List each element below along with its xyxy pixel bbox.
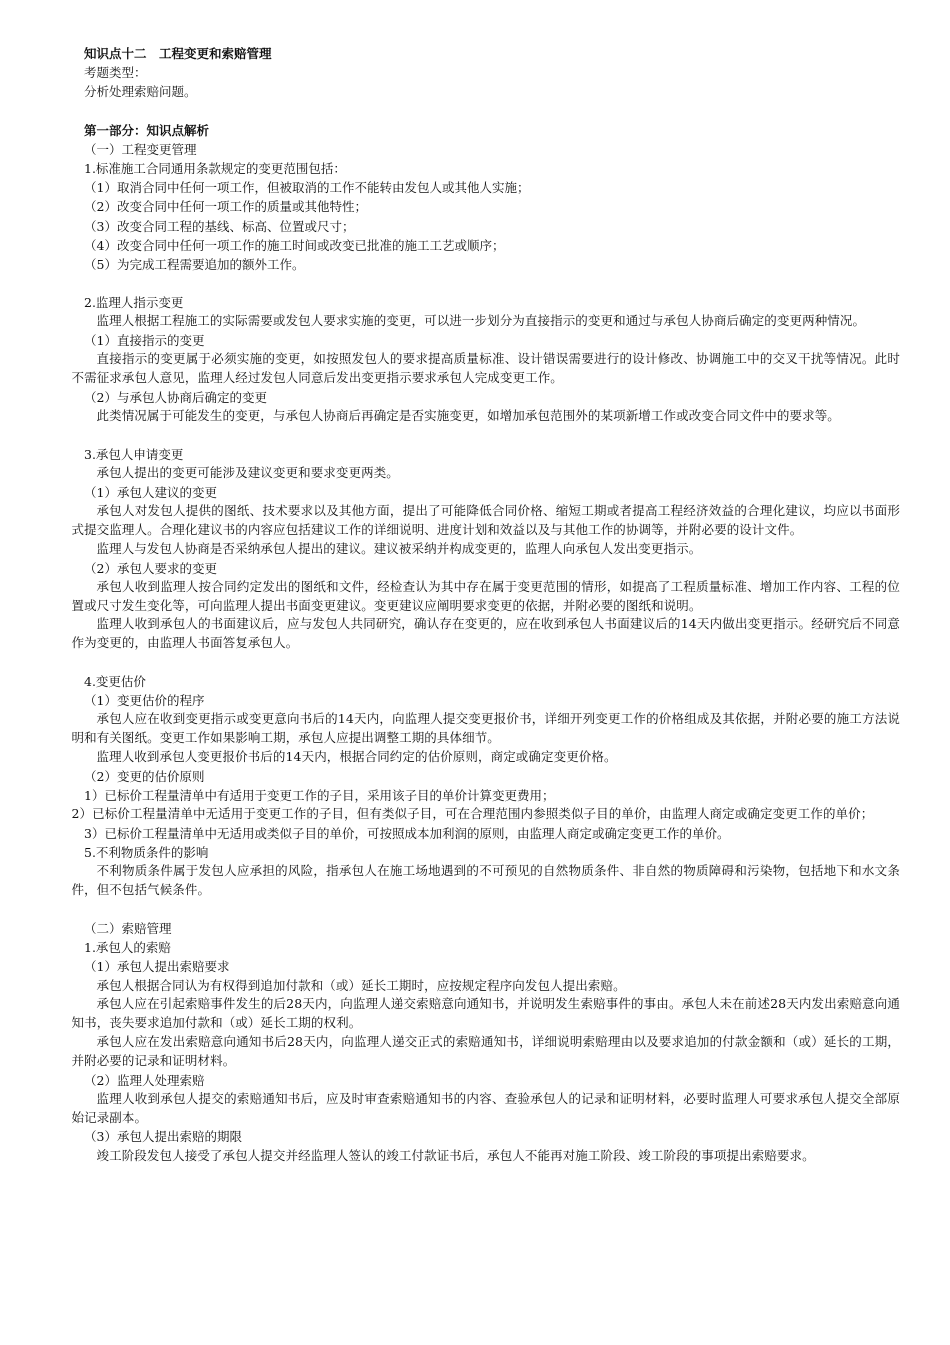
sub-heading: （1）变更估价的程序	[84, 693, 205, 709]
sub-heading: （2）承包人要求的变更	[84, 560, 217, 576]
paragraph: 直接指示的变更属于必须实施的变更，如按照发包人的要求提高质量标准、设计错误需要进行的设计修改、协调施工中的交叉干扰等情况。此时不需征求承包人意见，监理人经过发包人同意后发出变更指示要求承包人完成变更工作。	[71, 351, 900, 386]
list-item: （1）取消合同中任何一项工作，但被取消的工作不能转由发包人或其他人实施；	[84, 180, 530, 196]
sub-heading: （1）承包人提出索赔要求	[84, 959, 230, 975]
paragraph: 监理人收到承包人变更报价书后的14天内，根据合同约定的估价原则，商定或确定变更价格。	[96, 749, 617, 765]
document-body	[71, 44, 900, 1165]
subsection-title: 2.监理人指示变更	[84, 295, 184, 311]
paragraph: 承包人应在收到变更指示或变更意向书后的14天内，向监理人提交变更报价书，详细开列变更工作的价格组成及其依据，并附必要的施工方法说明和有关图纸。变更工作如果影响工期，承包人应提出调整工期的具体细节。	[71, 711, 900, 746]
subsection-title: 1.标准施工合同通用条款规定的变更范围包括：	[84, 161, 346, 177]
list-item: （2）改变合同中任何一项工作的质量或其他特性；	[84, 199, 367, 215]
spacer	[84, 900, 900, 919]
list-item: （5）为完成工程需要追加的额外工作。	[84, 257, 305, 273]
subsection-title: 1.承包人的索赔	[84, 940, 171, 956]
rule-item: 3）已标价工程量清单中无适用或类似子目的单价，可按照成本加利润的原则，由监理人商定或确定变更工作的单价。	[84, 826, 730, 842]
page-title: 知识点十二 工程变更和索赔管理	[84, 46, 272, 61]
rule-item: 2）已标价工程量清单中无适用于变更工作的子目，但有类似子目，可在合理范围内参照类似子目的单价，由监理人商定或确定变更工作的单价；	[71, 806, 874, 822]
sub-heading: （2）变更的估价原则	[84, 768, 205, 784]
subsection-title: 3.承包人申请变更	[84, 447, 184, 463]
exam-type-label: 考题类型：	[84, 65, 147, 81]
sub-heading: （1）承包人建议的变更	[84, 485, 217, 501]
section-heading: （一）工程变更管理	[84, 141, 197, 157]
subsection-title: 4.变更估价	[84, 674, 146, 690]
spacer	[84, 102, 900, 121]
paragraph: 承包人应在引起索赔事件发生的后28天内，向监理人递交索赔意向通知书，并说明发生索赔事件的事由。承包人未在前述28天内发出索赔意向通知书，丧失要求追加付款和（或）延长工期的权利。	[71, 996, 900, 1031]
paragraph: 监理人与发包人协商是否采纳承包人提出的建议。建议被采纳并构成变更的，监理人向承包人发出变更指示。	[96, 540, 702, 556]
sub-heading: （3）承包人提出索赔的期限	[84, 1129, 242, 1145]
paragraph: 监理人根据工程施工的实际需要或发包人要求实施的变更，可以进一步划分为直接指示的变更和通过与承包人协商后确定的变更两种情况。	[96, 313, 866, 329]
list-item: （4）改变合同中任何一项工作的施工时间或改变已批准的施工工艺或顺序；	[84, 237, 505, 253]
spacer	[84, 274, 900, 293]
paragraph: 承包人应在发出索赔意向通知书后28天内，向监理人递交正式的索赔通知书，详细说明索赔理由以及要求追加的付款金额和（或）延长的工期，并附必要的记录和证明材料。	[71, 1034, 900, 1068]
paragraph: 承包人收到监理人按合同约定发出的图纸和文件，经检查认为其中存在属于变更范围的情形，如提高了工程质量标准、增加工作内容、工程的位置或尺寸发生变化等，可向监理人提出书面变更建议。变更建议应阐明要求变更的依据，并附必要的图纸和说明。	[71, 578, 900, 613]
exam-type-value: 分析处理索赔问题。	[84, 84, 197, 100]
sub-heading: （2）监理人处理索赔	[84, 1072, 205, 1088]
section-heading: （二）索赔管理	[84, 921, 172, 937]
paragraph: 监理人收到承包人的书面建议后，应与发包人共同研究，确认存在变更的，应在收到承包人书面建议后的14天内做出变更指示。经研究后不同意作为变更的，由监理人书面答复承包人。	[71, 616, 900, 651]
paragraph: 承包人提出的变更可能涉及建议变更和要求变更两类。	[96, 465, 399, 481]
sub-heading: （1）直接指示的变更	[84, 333, 205, 349]
spacer	[84, 653, 900, 672]
sub-heading: （2）与承包人协商后确定的变更	[84, 390, 267, 406]
subsection-title: 5.不利物质条件的影响	[84, 845, 209, 861]
list-item: （3）改变合同工程的基线、标高、位置或尺寸；	[84, 218, 355, 234]
paragraph: 承包人对发包人提供的图纸、技术要求以及其他方面，提出了可能降低合同价格、缩短工期或者提高工程经济效益的合理化建议，均应以书面形式提交监理人。合理化建议书的内容应包括建议工作的详细说明、进度计划和效益以及与其他工作的协调等，并附必要的设计文件。	[71, 503, 900, 538]
paragraph: 竣工阶段发包人接受了承包人提交并经监理人签认的竣工付款证书后，承包人不能再对施工阶段、竣工阶段的事项提出索赔要求。	[96, 1147, 815, 1163]
rule-item: 1）已标价工程量清单中有适用于变更工作的子目，采用该子目的单价计算变更费用；	[84, 788, 555, 804]
spacer	[84, 426, 900, 445]
paragraph: 承包人根据合同认为有权得到追加付款和（或）延长工期时，应按规定程序向发包人提出索赔。	[96, 977, 626, 993]
paragraph: 监理人收到承包人提交的索赔通知书后，应及时审查索赔通知书的内容、查验承包人的记录和证明材料，必要时监理人可要求承包人提交全部原始记录副本。	[71, 1090, 900, 1125]
part1-heading: 第一部分：知识点解析	[84, 122, 210, 138]
paragraph: 不利物质条件属于发包人应承担的风险，指承包人在施工场地遇到的不可预见的自然物质条件、非自然的物质障碍和污染物，包括地下和水文条件，但不包括气候条件。	[71, 863, 900, 898]
paragraph: 此类情况属于可能发生的变更，与承包人协商后再确定是否实施变更，如增加承包范围外的某项新增工作或改变合同文件中的要求等。	[96, 408, 840, 424]
